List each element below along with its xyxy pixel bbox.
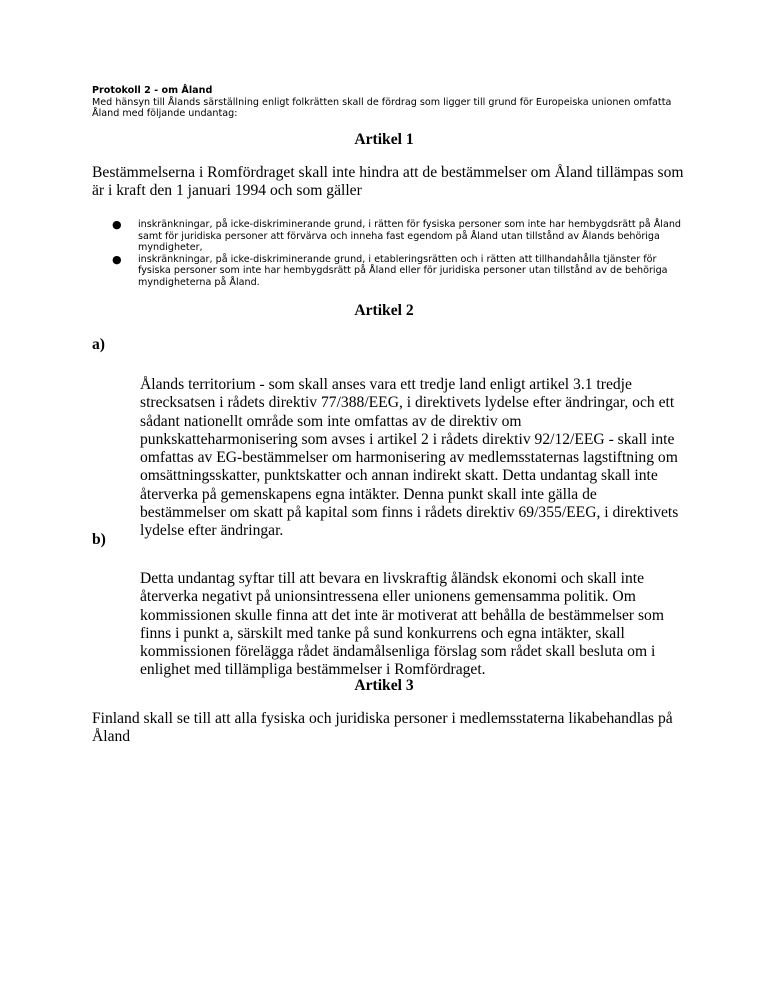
- bullet-icon: ●: [112, 218, 122, 231]
- bullet-icon: ●: [112, 252, 122, 266]
- list-item-text: inskränkningar, på icke-diskriminerande grund, i rätten för fysiska personer som inte har hembygdsrätt på Åland samt för juridiska personer att förvärva och inneha fast egendom på Åland utan tillstånd av Ålands behöriga myndigheter,: [138, 219, 681, 253]
- protocol-title: Protokoll 2 - om Åland: [92, 85, 213, 96]
- article-1-body: Bestämmelserna i Romfördraget skall inte hindra att de bestämmelser om Åland tillämpas som är i kraft den 1 januari 1994 och som gäller: [92, 164, 684, 200]
- section-b-label: b): [92, 531, 106, 548]
- section-a-label: a): [92, 336, 105, 353]
- article-3-body: Finland skall se till att alla fysiska och juridiska personer i medlemsstaterna likabehandlas på Åland: [92, 710, 673, 746]
- section-a-text: Ålands territorium - som skall anses vara ett tredje land enligt artikel 3.1 tredje strecksatsen i rådets direktiv 77/388/EEG, i direktivets lydelse efter ändringar, och ett sådant nationellt område som inte omfattas av de direktiv om punkskatteharmonisering som avses i artikel 2 i rådets direktiv 92/12/EEG - skall inte omfattas av EG-bestämmelser om harmonisering av medlemsstaternas lagstiftning om omsättningsskatter, punktskatter och annan indirekt skatt. Detta undantag skall inte återverka på gemenskapens egna intäkter. Denna punkt skall inte gälla de bestämmelser om skatt på kapital som finns i rådets direktiv 69/355/EEG, i direktivets lydelse efter ändringar.: [140, 376, 679, 540]
- article-2-heading: Artikel 2: [354, 302, 414, 319]
- list-item: [112, 254, 692, 289]
- article-1-heading: Artikel 1: [354, 131, 414, 148]
- document-header: [92, 85, 692, 120]
- list-item: [112, 219, 692, 254]
- section-b-text: Detta undantag syftar till att bevara en livskraftig åländsk ekonomi och skall inte återverka negativt på unionsintressena eller unionens gemensamma politik. Om kommissionen skulle finna att det inte är motiverat att behålla de bestämmelser som finns i punkt a, särskilt med tanke på sund konkurrens och egna intäkter, skall kommissionen förelägga rådet ändamålsenliga förslag som rådet skall besluta om i enlighet med tillämpliga bestämmelser i Romfördraget.: [140, 570, 664, 679]
- list-item-text: inskränkningar, på icke-diskriminerande grund, i etableringsrätten och i rätten att tillhandahålla tjänster för fysiska personer som inte har hembygdsrätt på Åland eller för juridiska personer utan tillstånd av de behöriga myndigheterna på Åland.: [138, 253, 668, 288]
- article-3-heading: Artikel 3: [354, 677, 414, 694]
- article-1-list: [112, 219, 692, 288]
- protocol-intro: Med hänsyn till Ålands särställning enligt folkrätten skall de fördrag som ligger till grund för Europeiska unionen omfatta Åland med följande undantag:: [92, 96, 672, 119]
